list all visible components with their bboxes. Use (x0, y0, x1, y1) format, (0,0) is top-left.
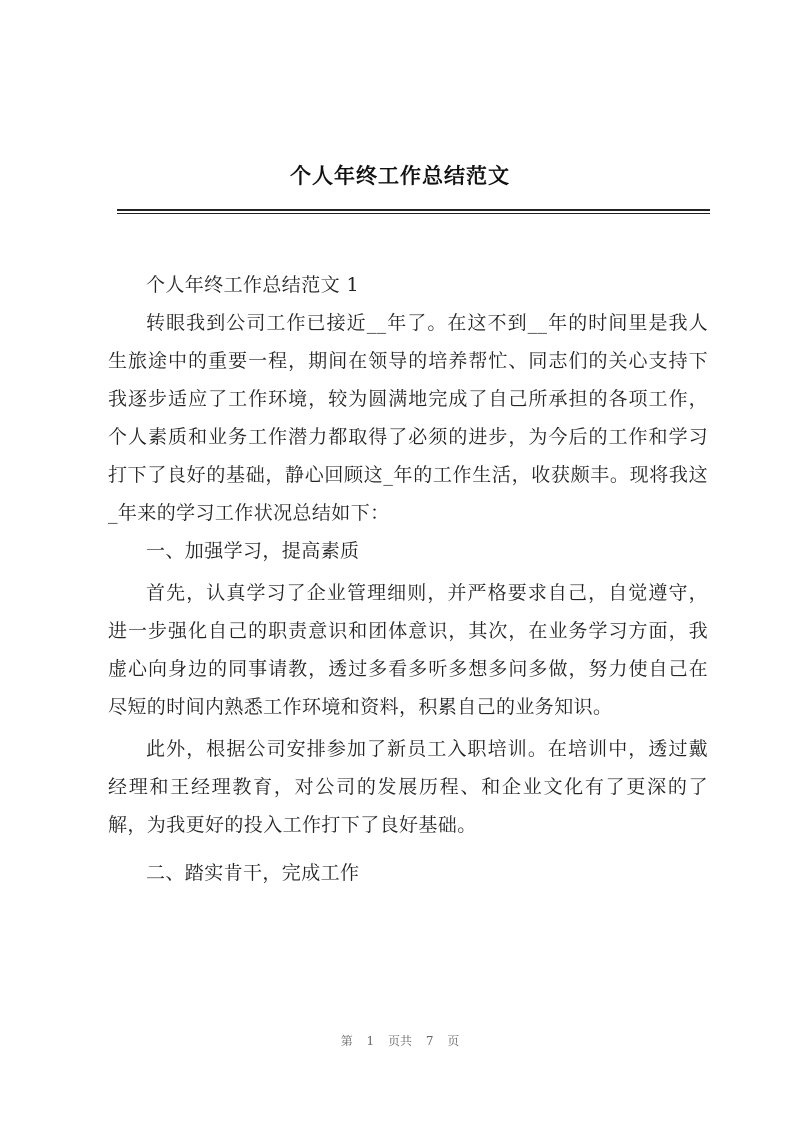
body-paragraph: 首先，认真学习了企业管理细则，并严格要求自己，自觉遵守，进一步强化自己的职责意识和团体意识，其次，在业务学习方面，我虚心向身边的同事请教，透过多看多听多想多问多做，努力使自己在尽短的时间内熟悉工作环境和资料，积累自己的业务知识。 (108, 582, 708, 718)
subsection-heading: 一、加强学习，提高素质 (146, 540, 360, 562)
title-rule-thick (117, 209, 710, 211)
body-paragraph: 此外，根据公司安排参加了新员工入职培训。在培训中，透过戴经理和王经理教育，对公司的发展历程、和企业文化有了更深的了解，为我更好的投入工作打下了良好基础。 (108, 738, 708, 836)
document-body (108, 266, 708, 892)
page-number-footer: 第 1 页共 7 页 (340, 1034, 460, 1048)
body-paragraph: 转眼我到公司工作已接近__年了。在这不到__年的时间里是我人生旅途中的重要一程，期间在领导的培养帮忙、同志们的关心支持下我逐步适应了工作环境，较为圆满地完成了自己所承担的各项工作，个人素质和业务工作潜力都取得了必须的进步，为今后的工作和学习打下了良好的基础，静心回顾这_年的工作生活，收获颇丰。现将我这_年来的学习工作状况总结如下： (108, 312, 708, 524)
subsection-heading: 二、踏实肯干，完成工作 (146, 862, 360, 884)
title-rule-thin (117, 213, 710, 214)
section-heading: 个人年终工作总结范文 1 (146, 274, 359, 296)
document-title: 个人年终工作总结范文 (290, 164, 510, 188)
